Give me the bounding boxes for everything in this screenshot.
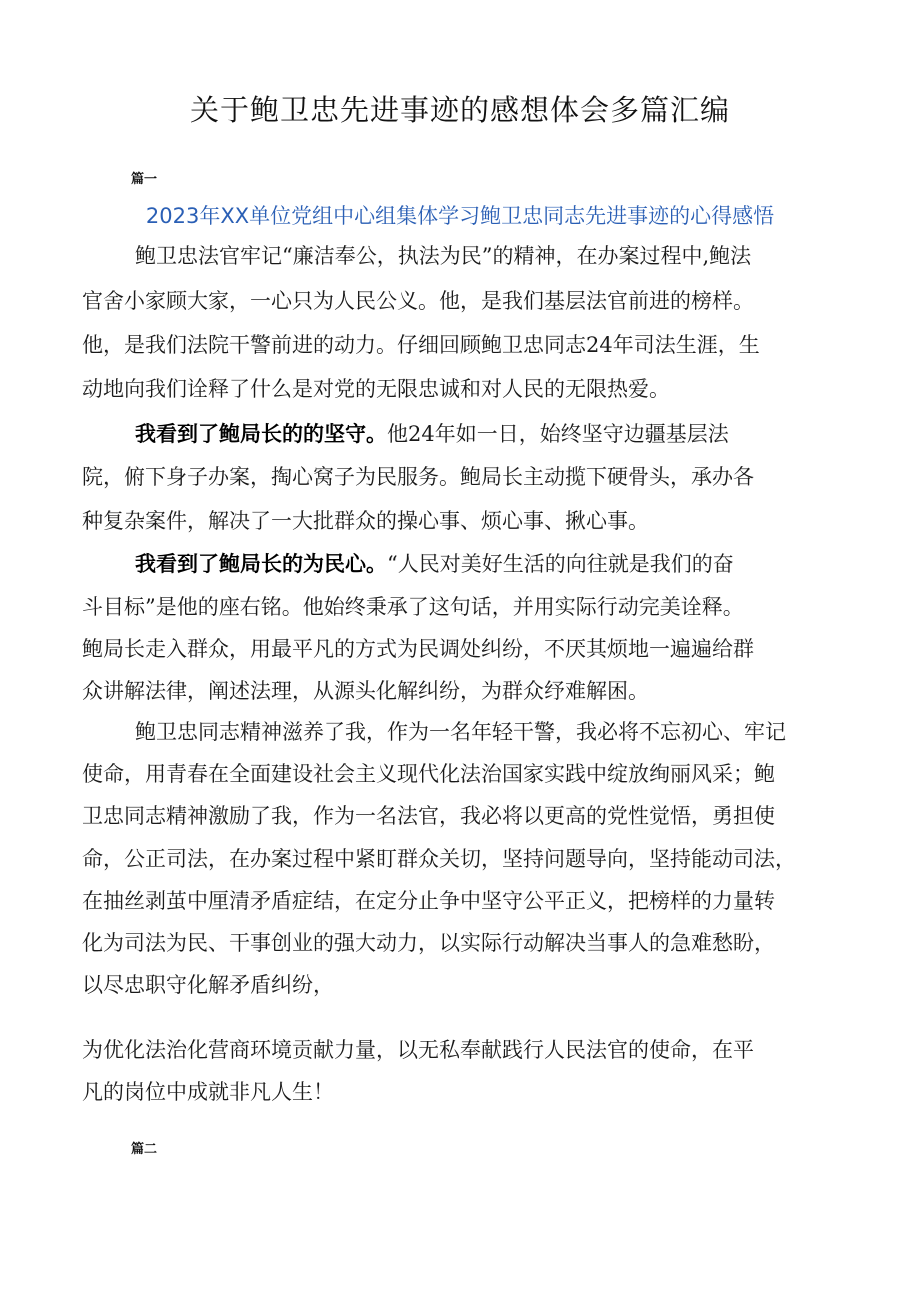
paragraph-line: 他，是我们法院干警前进的动力。仔细回顾鲍卫忠同志24年司法生涯，生: [82, 333, 760, 357]
paragraph-line: 化为司法为民、干事创业的强大动力，以实际行动解决当事人的急难愁盼，: [82, 931, 775, 955]
paragraph-line: 众讲解法律，阐述法理，从源头化解纠纷，为群众纾难解困。: [82, 679, 649, 703]
paragraph-line-text: 他24年如一日，始终坚守边疆基层法: [387, 422, 729, 446]
paragraph-line: 凡的岗位中成就非凡人生！: [82, 1080, 334, 1104]
paragraph-line: 卫忠同志精神激励了我，作为一名法官，我必将以更高的党性觉悟，勇担使: [82, 804, 775, 828]
paragraph-first-line: [135, 553, 734, 575]
paragraph-line: 鲍卫忠同志精神滋养了我，作为一名年轻干警，我必将不忘初心、牢记: [135, 720, 786, 744]
paragraph-line: 动地向我们诠释了什么是对党的无限忠诚和对人民的无限热爱。: [82, 377, 670, 401]
section-label-1: 篇一: [131, 172, 158, 187]
paragraph-lead: 我看到了鲍局长的的坚守。: [135, 421, 387, 446]
paragraph-lead: 我看到了鲍局长的为民心。: [135, 551, 387, 576]
paragraph-line-text: “人民对美好生活的向往就是我们的奋: [387, 552, 734, 576]
paragraph-line: 命，公正司法，在办案过程中紧盯群众关切，坚持问题导向，坚持能动司法，: [82, 847, 796, 871]
section-label-2: 篇二: [131, 1142, 158, 1157]
paragraph-line: 在抽丝剥茧中厘清矛盾症结，在定分止争中坚守公平正义，把榜样的力量转: [82, 889, 775, 913]
paragraph-line: 种复杂案件，解决了一大批群众的操心事、烦心事、揪心事。: [82, 509, 649, 533]
paragraph-first-line: [135, 423, 729, 445]
paragraph-line: 官舍小家顾大家，一心只为人民公义。他，是我们基层法官前进的榜样。: [82, 289, 754, 313]
paragraph-line: 院，俯下身子办案，掏心窝子为民服务。鲍局长主动揽下硬骨头，承办各: [82, 465, 754, 489]
paragraph-line: 鲍卫忠法官牢记“廉洁奉公，执法为民”的精神，在办案过程中,鲍法: [135, 244, 752, 268]
document-title: 关于鲍卫忠先进事迹的感想体会多篇汇编: [189, 93, 730, 127]
paragraph-line: 为优化法治化营商环境贡献力量，以无私奉献践行人民法官的使命，在平: [82, 1038, 754, 1062]
paragraph-line: 斗目标”是他的座右铭。他始终秉承了这句话，并用实际行动完美诠释。: [82, 595, 744, 619]
section-subtitle: 2023年XX单位党组中心组集体学习鲍卫忠同志先进事迹的心得感悟: [145, 204, 775, 228]
paragraph-line: 以尽忠职守化解矛盾纠纷，: [82, 973, 334, 997]
paragraph-line: 鲍局长走入群众，用最平凡的方式为民调处纠纷，不厌其烦地一遍遍给群: [82, 637, 754, 661]
paragraph-line: 使命，用青春在全面建设社会主义现代化法治国家实践中绽放绚丽风采；鲍: [82, 762, 775, 786]
